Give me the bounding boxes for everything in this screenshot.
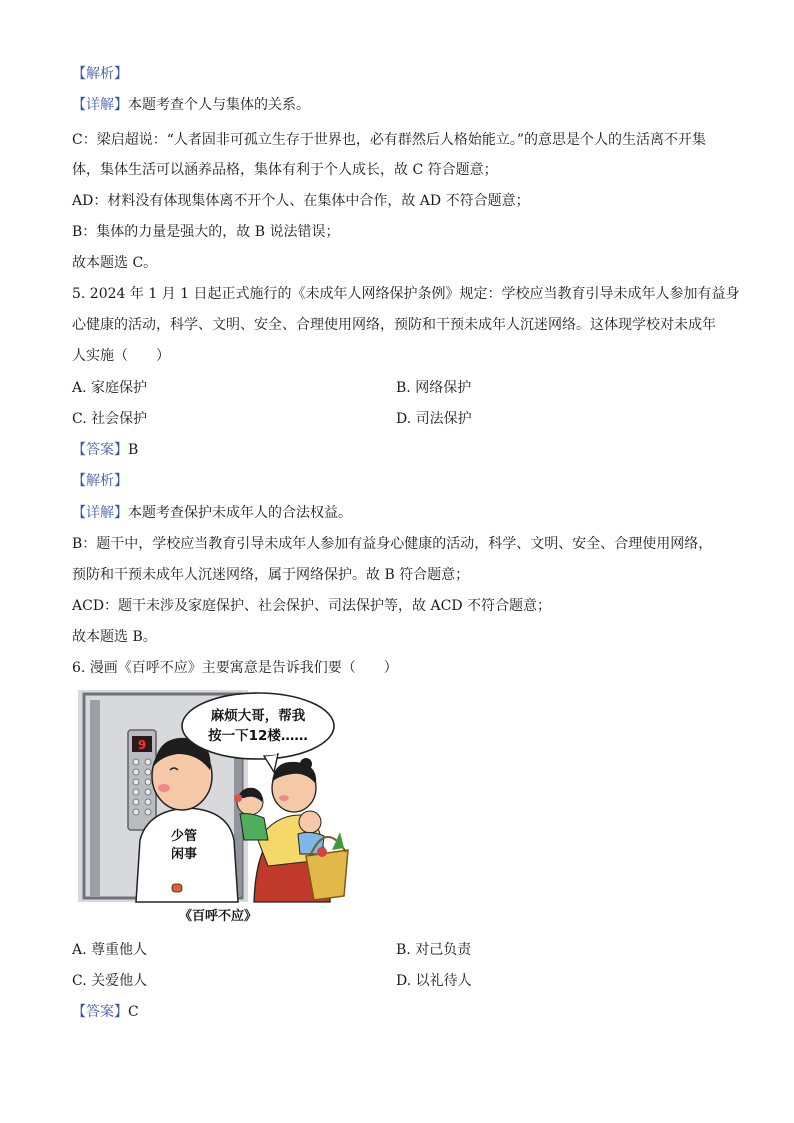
analysis-tag: 【解析】 — [72, 473, 128, 489]
explanation-acd-line: ACD：题干未涉及家庭保护、社会保护、司法保护等，故 ACD 不符合题意； — [72, 598, 551, 614]
q5-option-c: C. 社会保护 — [72, 411, 148, 427]
q5-option-d: D. 司法保护 — [396, 411, 472, 427]
shirt-text-line-1: 少管 — [170, 829, 198, 844]
answer-value: C — [128, 1004, 139, 1020]
explanation-b-line: B：集体的力量是强大的，故 B 说法错误； — [72, 224, 340, 240]
conclusion-line: 故本题选 B。 — [72, 629, 157, 645]
q5-option-b: B. 网络保护 — [396, 380, 472, 396]
shirt-text-line-2: 闲事 — [170, 847, 198, 862]
answer-tag: 【答案】 — [72, 442, 128, 458]
q5-stem-line-3: 人实施（ ） — [72, 348, 170, 364]
explanation-c-line-2: 体，集体生活可以涵养品格，集体有利于个人成长，故 C 符合题意； — [72, 162, 498, 178]
detail-text: 本题考查个人与集体的关系。 — [128, 97, 310, 113]
bubble-text-line-2: 按一下12楼…… — [208, 728, 308, 744]
conclusion-line: 故本题选 C。 — [72, 255, 158, 271]
woman-figure — [234, 758, 348, 902]
detail-tag: 【详解】 — [72, 97, 128, 113]
detail-tag: 【详解】 — [72, 505, 128, 521]
answer-tag: 【答案】 — [72, 1004, 128, 1020]
q5-stem-line-2: 心健康的活动，科学、文明、安全、合理使用网络，预防和干预未成年人沉迷网络。这体现学校对未成年 — [72, 317, 716, 333]
detail-line — [72, 95, 310, 115]
q5-answer-line — [72, 440, 138, 460]
answer-value: B — [128, 442, 139, 458]
floor-number: 9 — [137, 738, 147, 752]
explanation-b-line-2: 预防和干预未成年人沉迷网络，属于网络保护。故 B 符合题意； — [72, 567, 470, 583]
q6-option-d: D. 以礼待人 — [396, 973, 472, 989]
analysis-tag: 【解析】 — [72, 66, 128, 82]
explanation-b-line-1: B：题干中，学校应当教育引导未成年人参加有益身心健康的活动，科学、文明、安全、合理使用网络， — [72, 536, 713, 552]
detail-text: 本题考查保护未成年人的合法权益。 — [128, 505, 352, 521]
detail-line — [72, 503, 352, 523]
q6-stem: 6. 漫画《百呼不应》主要寓意是告诉我们要（ ） — [72, 660, 398, 676]
comic-illustration — [78, 690, 354, 926]
explanation-ad-line: AD：材料没有体现集体离不开个人、在集体中合作，故 AD 不符合题意； — [72, 193, 530, 209]
elevator-door-edge — [90, 700, 100, 896]
q6-option-c: C. 关爱他人 — [72, 973, 148, 989]
bubble-text-line-1: 麻烦大哥，帮我 — [210, 708, 306, 724]
q5-option-a: A. 家庭保护 — [72, 380, 148, 396]
q6-option-a: A. 尊重他人 — [72, 942, 148, 958]
q6-option-b: B. 对己负责 — [396, 942, 472, 958]
explanation-c-line-1: C：梁启超说：“人者固非可孤立生存于世界也，必有群然后人格始能立。”的意思是个人的生活离不开集 — [72, 132, 707, 148]
q6-answer-line — [72, 1002, 139, 1022]
q5-stem-line-1: 5. 2024 年 1 月 1 日起正式施行的《未成年人网络保护条例》规定：学校应当教育引导未成年人参加有益身 — [72, 286, 740, 302]
comic-caption: 《百呼不应》 — [178, 909, 258, 924]
